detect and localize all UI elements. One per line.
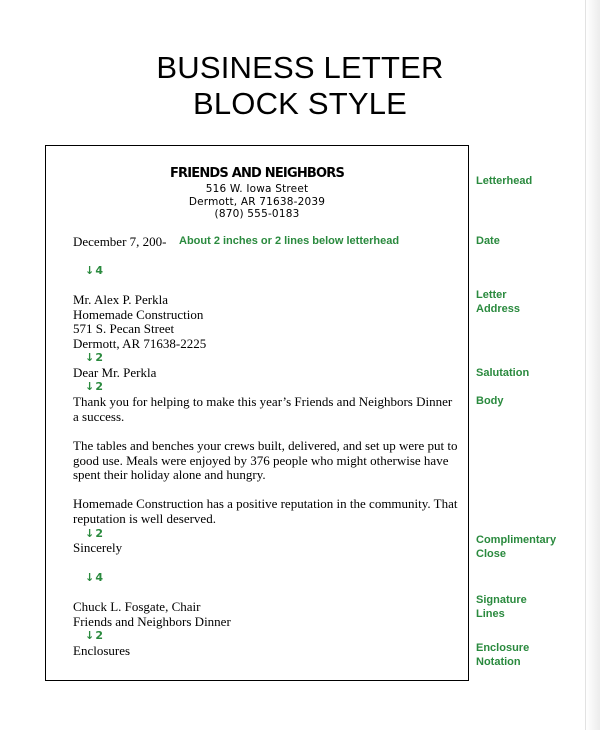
label-body: Body bbox=[476, 395, 504, 407]
down-arrow-icon: ↓ bbox=[85, 351, 95, 364]
body-line: Homemade Construction has a positive reputation in the community. That bbox=[73, 496, 458, 511]
page-title-line-1: BUSINESS LETTER bbox=[156, 50, 444, 85]
address-line: Homemade Construction bbox=[73, 307, 204, 322]
label-line: Signature bbox=[476, 594, 527, 606]
spacing-after-signature bbox=[85, 629, 103, 642]
label-line: Address bbox=[476, 302, 521, 315]
letterhead-phone: (870) 555-0183 bbox=[214, 208, 300, 220]
label-line: Enclosure bbox=[476, 642, 530, 654]
spacing-after-body bbox=[85, 527, 103, 540]
date-placement-note: About 2 inches or 2 lines below letterhead bbox=[179, 235, 400, 247]
label-letterhead: Letterhead bbox=[476, 175, 533, 187]
body-line: The tables and benches your crews built, delivered, and set up were put to bbox=[73, 438, 458, 453]
line-count: 2 bbox=[95, 527, 103, 540]
label-line: Close bbox=[476, 547, 506, 560]
body-line: a success. bbox=[73, 409, 125, 424]
line-count: 2 bbox=[95, 380, 103, 393]
label-date: Date bbox=[476, 235, 500, 247]
spacing-after-address bbox=[85, 351, 103, 364]
letter-date: December 7, 200- bbox=[73, 234, 167, 249]
address-line: Mr. Alex P. Perkla bbox=[73, 292, 168, 307]
signature-line: Friends and Neighbors Dinner bbox=[73, 614, 231, 629]
down-arrow-icon: ↓ bbox=[85, 571, 95, 584]
body-line: spent their holiday alone and hungry. bbox=[73, 467, 266, 482]
line-count: 4 bbox=[95, 264, 103, 277]
salutation: Dear Mr. Perkla bbox=[73, 365, 157, 380]
spacing-after-salutation bbox=[85, 380, 103, 393]
label-line: Notation bbox=[476, 655, 521, 668]
label-letter-address bbox=[476, 289, 586, 316]
signature-line: Chuck L. Fosgate, Chair bbox=[73, 599, 201, 614]
letterhead-name: FRIENDS AND NEIGHBORS bbox=[169, 166, 345, 181]
line-count: 4 bbox=[95, 571, 103, 584]
label-signature-lines bbox=[476, 594, 586, 621]
letterhead-street: 516 W. Iowa Street bbox=[205, 183, 309, 195]
body-line: reputation is well deserved. bbox=[73, 511, 216, 526]
complimentary-close: Sincerely bbox=[73, 540, 123, 555]
line-count: 2 bbox=[95, 629, 103, 642]
spacing-after-closing bbox=[85, 571, 103, 584]
down-arrow-icon: ↓ bbox=[85, 629, 95, 642]
label-enclosure-notation bbox=[476, 642, 586, 669]
body-line: Thank you for helping to make this year’s Friends and Neighbors Dinner bbox=[73, 394, 453, 409]
spacing-after-date bbox=[85, 264, 103, 277]
label-line: Lines bbox=[476, 607, 505, 620]
label-line: Complimentary bbox=[476, 534, 557, 546]
body-line: good use. Meals were enjoyed by 376 people who might otherwise have bbox=[73, 453, 449, 468]
address-line: 571 S. Pecan Street bbox=[73, 321, 175, 336]
page-title-line-2: BLOCK STYLE bbox=[192, 86, 408, 121]
down-arrow-icon: ↓ bbox=[85, 264, 95, 277]
letterhead-city: Dermott, AR 71638-2039 bbox=[188, 196, 326, 208]
label-complimentary-close bbox=[476, 534, 586, 561]
down-arrow-icon: ↓ bbox=[85, 527, 95, 540]
address-line: Dermott, AR 71638-2225 bbox=[73, 336, 207, 351]
down-arrow-icon: ↓ bbox=[85, 380, 95, 393]
line-count: 2 bbox=[95, 351, 103, 364]
enclosure-notation: Enclosures bbox=[73, 643, 131, 658]
label-salutation: Salutation bbox=[476, 367, 530, 379]
label-line: Letter bbox=[476, 289, 507, 301]
